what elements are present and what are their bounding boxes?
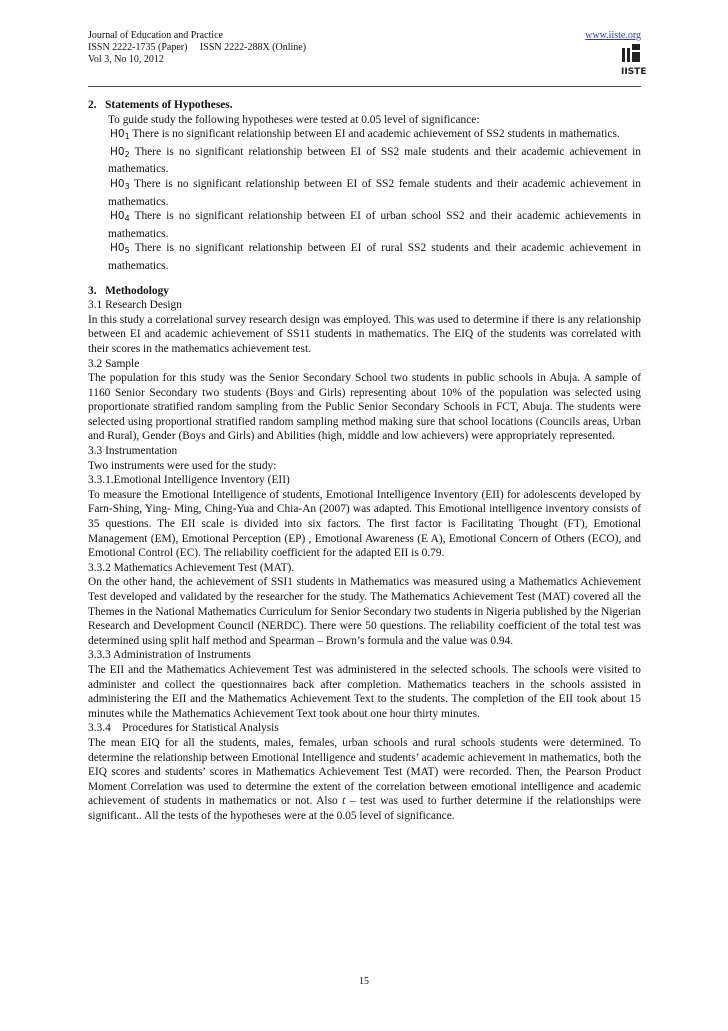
svg-text:IISTE: IISTE [621,67,647,77]
subsection-3-3-2-title: 3.3.2 Mathematics Achievement Test (MAT). [88,561,295,574]
subsection-3-3-4-text: The mean EIQ for all the students, males, females, urban schools and rural schools students were determined. To determine the relationship between Emotional Intelligence and students’ academic achievement in mathematics, both the EIQ scores and students’ scores in Mathematics Achievement Test (MAT) were recorded. Then, the Pearson Product Moment Correlation was used to determine the extent of the correlation between emotional intelligence and academic achievement of students in mathematics or not. Also t – test was used to further determine if the relationships were significant.. All the tests of the hypotheses were at the 0.05 level of significance. [88,736,641,822]
hypotheses-intro: To guide study the following hypotheses were tested at 0.05 level of significance: [108,113,480,126]
subsection-3-3-1-text: To measure the Emotional Intelligence of students, Emotional Intelligence Inventory (EII) for adolescents developed by Farn-Shing, Ying- Ming, Ching-Yua and Chia-An (2007) was adapted. This Emotional intelligence inventory consists of 35 questions. The EII scale is divided into six factors. The first factor is Facilitating Thought (FT), Emotional Management (EM), Emotional Perception (EP) , Emotional Awareness (E A), Emotional Concern of Others (ECO), and Emotional Control (EC). The reliability coefficient for the adapted EII is 0.79. [88,488,641,560]
article-body [88,98,641,824]
issn-line: ISSN 2222-1735 (Paper) ISSN 2222-288X (Online) [88,42,307,53]
subsection-3-3-1-title: 3.3.1.Emotional Intelligence Inventory (EII) [88,474,290,487]
hypothesis-3: $H0_3$ There is no significant relationship between EI of SS2 female students and their academic achievement in mathematics. [108,177,641,208]
hypothesis-label: $H0_2$ [110,145,130,159]
header-divider [88,86,641,87]
hypothesis-2: $H0_2$ There is no significant relationship between EI of SS2 male students and their academic achievement in mathematics. [108,145,641,176]
subsection-3-1-title: 3.1 Research Design [88,299,182,312]
journal-name: Journal of Education and Practice [88,30,223,41]
subsection-3-2-title: 3.2 Sample [88,357,140,370]
subsection-3-3-title: 3.3 Instrumentation [88,445,178,458]
subsection-3-1-text: In this study a correlational survey research design was employed. This was used to determine if there is any relationship between EI and academic achievement of SS11 students in mathematics. The EIQ of the students was correlated with their scores in the mathematics achievement test. [88,313,641,355]
volume-line: Vol 3, No 10, 2012 [88,54,164,65]
hypothesis-label: $H0_4$ [110,210,130,224]
iiste-logo [620,44,647,78]
journal-url-link[interactable]: www.iiste.org [585,30,641,41]
hypothesis-label: $H0_5$ [110,242,130,256]
subsection-3-3-text: Two instruments were used for the study: [88,459,277,472]
hypothesis-5: $H0_5$ There is no significant relationship between EI of rural SS2 students and their academic achievement in mathematics. [108,242,641,272]
hypothesis-4: $H0_4$ There is no significant relationship between EI of urban school SS2 and their academic achievements in mathematics. [108,210,641,240]
section-2-heading: 2. Statements of Hypotheses. [88,99,233,111]
subsection-3-3-2-text: On the other hand, the achievement of SSI1 students in Mathematics was measured using a Mathematics Achievement Test developed and validated by the researcher for the study. The Mathematics Achievement Test (MAT) covered all the Themes in the National Mathematics Curriculum for Senior Secondary two students in Nigeria published by the Nigerian Research and Development Council (NERDC). There were 50 questions. The reliability coefficient of the total test was determined using split half method and Spearman – Brown’s formula and the value was 0.94. [88,576,641,647]
subsection-3-2-text: The population for this study was the Senior Secondary School two students in public schools in Abuja. A sample of 1160 Senior Secondary two students (Boys and Girls) representing about 10% of the population was selected using proportionate stratified random sampling from the Public Senior Secondary Schools in FCT, Abuja. The students were selected using proportional stratified random sampling method making sure that school locations (Councils areas, Urban and Rural), Gender (Boys and Girls) and Abilities (high, middle and low achievers) were appropriately represented. [88,372,641,443]
subsection-3-3-4-title: 3.3.4 Procedures for Statistical Analysis [88,722,279,735]
hypothesis-label: $H0_3$ [110,177,130,191]
hypothesis-1: $H0_1$ There is no significant relationship between EI and academic achievement of SS2 students in mathematics. [110,128,620,142]
page-number: 15 [359,976,369,987]
subsection-3-3-3-title: 3.3.3 Administration of Instruments [88,649,251,662]
subsection-3-3-3-text: The EII and the Mathematics Achievement Test was administered in the selected schools. The schools were visited to administer and collect the questionnaires back after completion. Mathematics teachers in the schools assisted in administering the EII and the Mathematics Achievement Text to the students. The completion of the EII took about 15 minutes while the Mathematics Achievement Text took about one hour thirty minutes. [88,663,641,720]
page-header [88,30,641,66]
hypothesis-label: $H0_1$ [110,128,130,142]
section-3-heading: 3. Methodology [88,284,169,297]
